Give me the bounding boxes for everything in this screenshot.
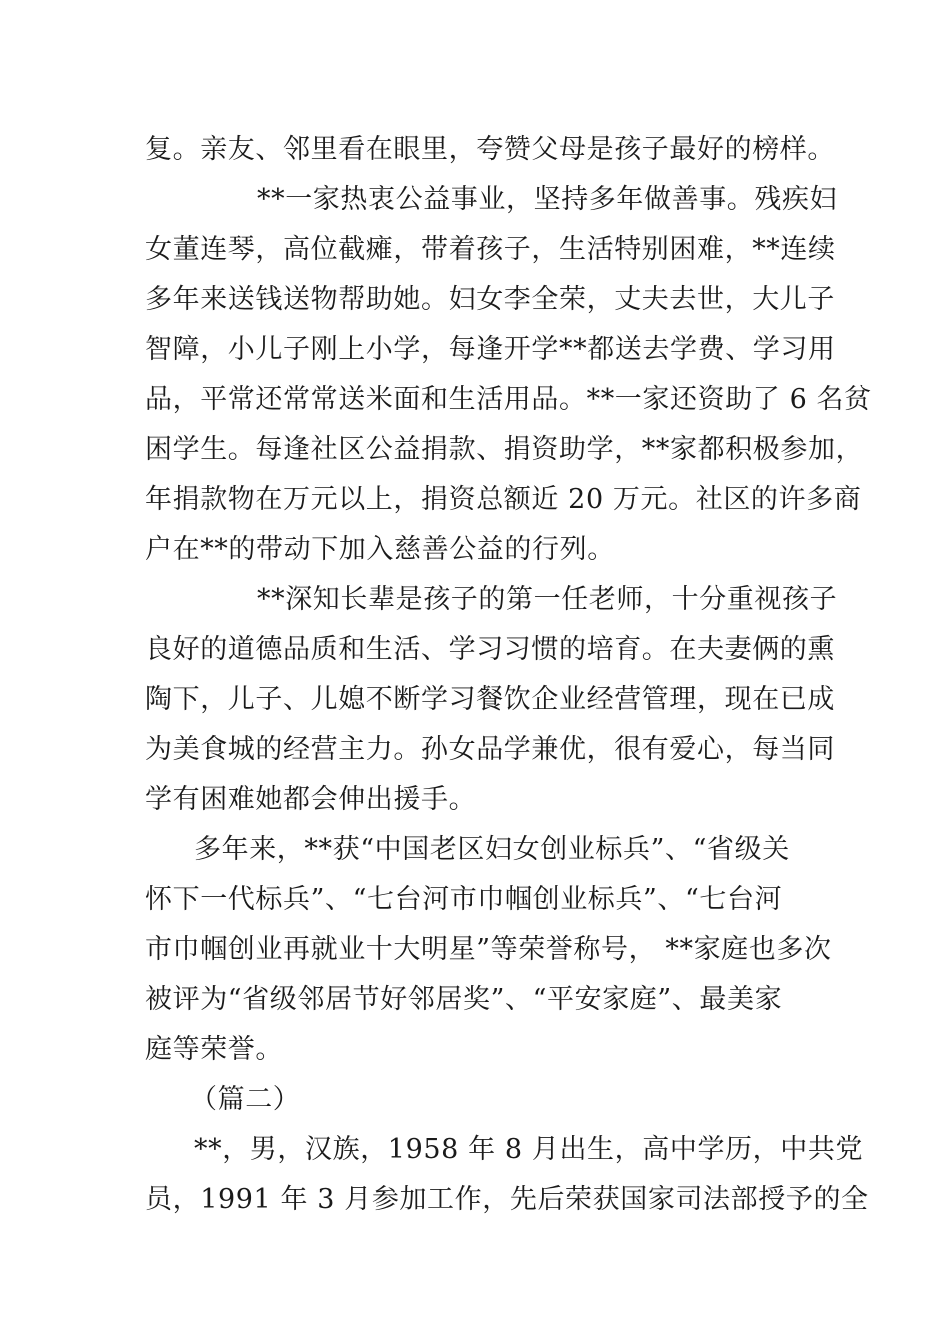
text-line: 为美食城的经营主力。孙女品学兼优，很有爱心，每当同 — [145, 734, 835, 765]
text-line: 户在**的带动下加入慈善公益的行列。 — [145, 534, 615, 565]
text-line: 复。亲友、邻里看在眼里，夸赞父母是孩子最好的榜样。 — [145, 134, 835, 165]
text-line: **深知长辈是孩子的第一任老师，十分重视孩子 — [257, 584, 838, 615]
text-line: 学有困难她都会伸出援手。 — [145, 784, 477, 815]
text-line: 品，平常还常常送米面和生活用品。**一家还资助了 6 名贫 — [145, 384, 872, 415]
text-line: 困学生。每逢社区公益捐款、捐资助学，**家都积极参加， — [145, 434, 864, 465]
text-line: **一家热衷公益事业，坚持多年做善事。残疾妇 — [257, 184, 838, 215]
text-line: 被评为“省级邻居节好邻居奖”、“平安家庭”、最美家 — [145, 984, 783, 1015]
text-line: 年捐款物在万元以上，捐资总额近 20 万元。社区的许多商 — [145, 484, 862, 515]
text-line: 陶下，儿子、儿媳不断学习餐饮企业经营管理，现在已成 — [145, 684, 835, 715]
text-line: 智障，小儿子刚上小学，每逢开学**都送去学费、学习用 — [145, 334, 836, 365]
section-heading: （篇二） — [190, 1084, 301, 1115]
text-line: 良好的道德品质和生活、学习习惯的培育。在夫妻俩的熏 — [145, 634, 835, 665]
text-line: 多年来，**获“中国老区妇女创业标兵”、“省级关 — [194, 834, 790, 865]
text-line: 市巾帼创业再就业十大明星”等荣誉称号， **家庭也多次 — [145, 934, 832, 965]
text-line: 怀下一代标兵”、“七台河市巾帼创业标兵”、“七台河 — [145, 884, 783, 915]
text-line: 女董连琴，高位截瘫，带着孩子，生活特别困难，**连续 — [145, 234, 836, 265]
text-line: 庭等荣誉。 — [145, 1034, 283, 1065]
text-line: **，男，汉族，1958 年 8 月出生，高中学历，中共党 — [194, 1134, 864, 1165]
text-line: 员，1991 年 3 月参加工作，先后荣获国家司法部授予的全 — [145, 1184, 869, 1215]
text-line: 多年来送钱送物帮助她。妇女李全荣，丈夫去世，大儿子 — [145, 284, 835, 315]
